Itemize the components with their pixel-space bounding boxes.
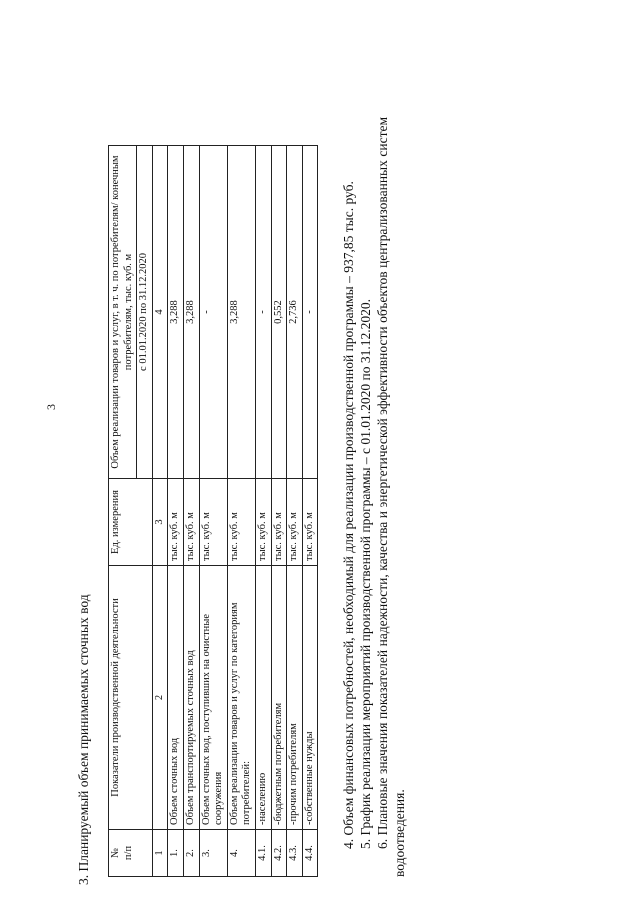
row-indicator: Объем транспортируемых сточных вод (183, 566, 199, 830)
row-num: 4.1. (255, 830, 271, 877)
header-num-line1: № (110, 847, 121, 859)
row-unit: тыс. куб. м (199, 479, 227, 566)
table-row (255, 146, 271, 877)
row-value: 3,288 (227, 146, 255, 479)
row-indicator: -собственные нужды (302, 566, 318, 830)
section-title: 3. Планируемый объем принимаемых сточных вод (76, 594, 91, 885)
col-number-4: 4 (152, 146, 168, 479)
header-indicator: Показатели производственной деятельности (109, 566, 153, 830)
row-indicator: -прочим потребителям (287, 566, 303, 830)
header-num-line2: п/п (122, 845, 134, 861)
row-value: 3,288 (183, 146, 199, 479)
col-number-3: 3 (152, 479, 168, 566)
header-volume-main: Объем реализации товаров и услуг, в т. ч. по потребителям/ конечным потребителям, тыс. куб. м (109, 146, 137, 479)
column-number-row (152, 146, 168, 877)
row-indicator: -населению (255, 566, 271, 830)
table-row (183, 146, 199, 877)
table-row (302, 146, 318, 877)
paragraph-financial-needs: 4. Объем финансовых потребностей, необходимый для реализации производственной программы – 937,85 тыс. руб. (341, 181, 356, 849)
table-row (287, 146, 303, 877)
table-header-row (109, 146, 137, 877)
row-num: 3. (199, 830, 227, 877)
table-row (271, 146, 287, 877)
row-indicator: -бюджетным потребителям (271, 566, 287, 830)
row-indicator: Объем сточных вод, поступивших на очистные сооружения (199, 566, 227, 830)
col-number-1: 1 (152, 830, 168, 877)
row-indicator: Объем сточных вод (168, 566, 184, 830)
row-num: 4.2. (271, 830, 287, 877)
col-number-2: 2 (152, 566, 168, 830)
row-num: 2. (183, 830, 199, 877)
row-unit: тыс. куб. м (255, 479, 271, 566)
row-unit: тыс. куб. м (271, 479, 287, 566)
row-indicator: Объем реализации товаров и услуг по категориям потребителей: (227, 566, 255, 830)
row-value: 2,736 (287, 146, 303, 479)
row-unit: тыс. куб. м (287, 479, 303, 566)
paragraph-schedule: 5. График реализации мероприятий производственной программы – с 01.01.2020 по 31.12.2020. (358, 298, 373, 849)
program-paragraphs (340, 117, 408, 877)
row-num: 4.4. (302, 830, 318, 877)
row-unit: тыс. куб. м (168, 479, 184, 566)
paragraph-reliability-indicators: 6. Плановые значения показателей надежности, качества и энергетической эффективности объектов централизованных систем водоотведения. (375, 117, 407, 877)
table-body (168, 146, 318, 877)
page-number: 3 (44, 404, 58, 410)
row-num: 4. (227, 830, 255, 877)
rotated-document-page (40, 15, 610, 885)
row-unit: тыс. куб. м (227, 479, 255, 566)
row-value: - (199, 146, 227, 479)
header-unit: Ед. измерения (109, 479, 153, 566)
row-value: 0,552 (271, 146, 287, 479)
wastewater-volume-table (108, 145, 318, 877)
row-value: - (255, 146, 271, 479)
row-value: 3,288 (168, 146, 184, 479)
table-row (199, 146, 227, 877)
row-num: 4.3. (287, 830, 303, 877)
header-volume-period: с 01.01.2020 по 31.12.2020 (137, 146, 153, 479)
row-value: - (302, 146, 318, 479)
table-row (168, 146, 184, 877)
table-row (227, 146, 255, 877)
row-unit: тыс. куб. м (302, 479, 318, 566)
row-num: 1. (168, 830, 184, 877)
row-unit: тыс. куб. м (183, 479, 199, 566)
header-num (109, 830, 153, 877)
